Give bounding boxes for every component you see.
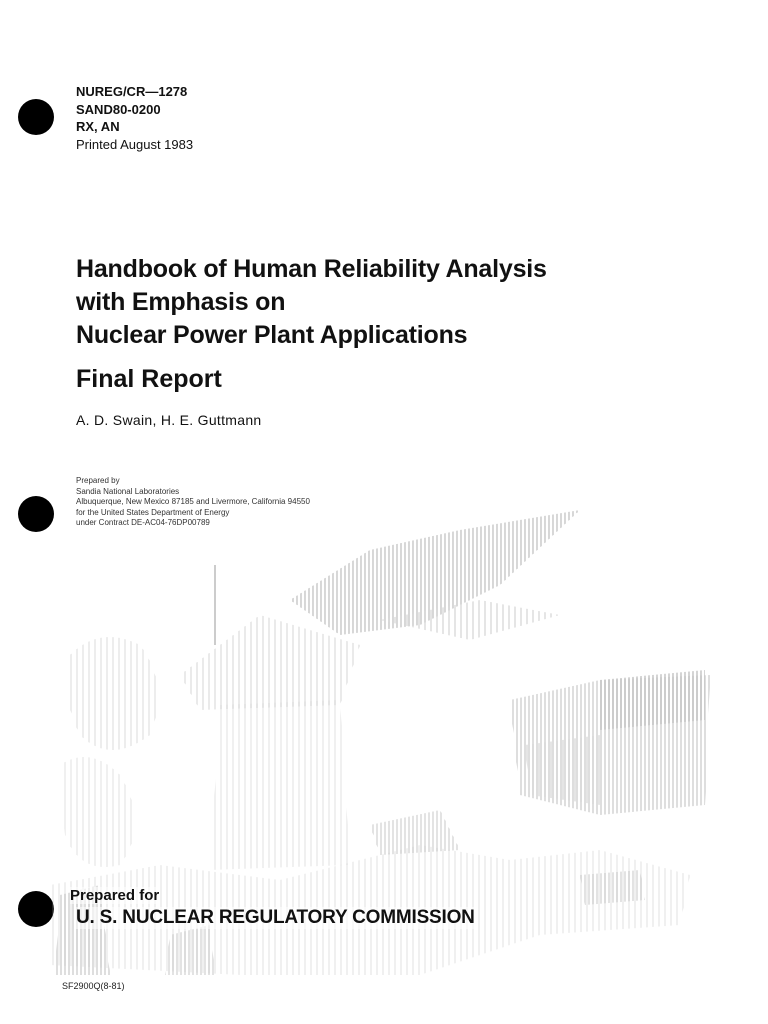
title-line-1: Handbook of Human Reliability Analysis — [76, 255, 547, 283]
prepared-by-address: Albuquerque, New Mexico 87185 and Livermore, California 94550 — [76, 497, 310, 506]
title-line-2: with Emphasis on — [76, 288, 286, 316]
print-date: Printed August 1983 — [76, 136, 194, 152]
form-number: SF2900Q(8-81) — [62, 981, 125, 991]
document-subtitle: Final Report — [76, 365, 222, 393]
sand-number: SAND80-0200 — [76, 101, 161, 117]
title-line-3: Nuclear Power Plant Applications — [76, 321, 468, 349]
authors: A. D. Swain, H. E. Guttmann — [76, 412, 262, 428]
agency-name: U. S. NUCLEAR REGULATORY COMMISSION — [76, 907, 475, 928]
report-number: NUREG/CR—1278 — [76, 84, 188, 99]
prepared-for-label: Prepared for — [70, 887, 160, 904]
prepared-by-org: Sandia National Laboratories — [76, 486, 180, 496]
prepared-by-contract: under Contract DE-AC04-76DP00789 — [76, 518, 210, 527]
prepared-by-label: Prepared by — [76, 476, 120, 485]
document-title — [76, 253, 547, 352]
distribution-code: RX, AN — [76, 119, 120, 134]
prepared-by-sponsor: for the United States Department of Energy — [76, 507, 230, 517]
binder-hole-top — [18, 99, 54, 135]
report-meta — [76, 83, 193, 153]
